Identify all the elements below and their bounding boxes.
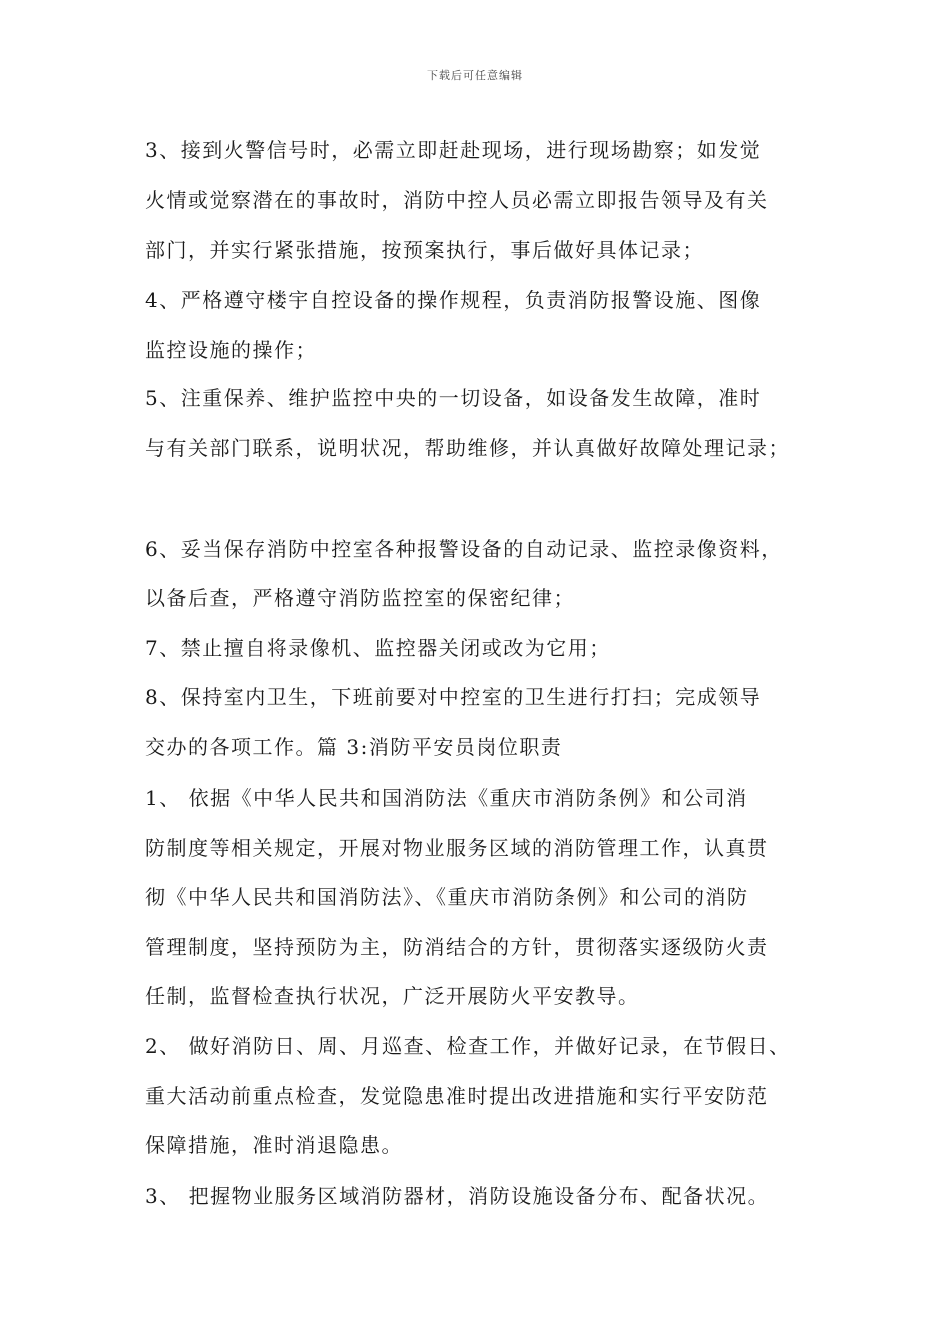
paragraph-line: 监控设施的操作； [145, 338, 317, 362]
paragraph-line: 2、 做好消防日、周、月巡查、检查工作，并做好记录，在节假日、 [145, 1034, 791, 1058]
paragraph-line: 部门，并实行紧张措施，按预案执行，事后做好具体记录； [145, 238, 704, 262]
paragraph-line: 以备后查，严格遵守消防监控室的保密纪律； [145, 586, 575, 610]
paragraph-line: 火情或觉察潜在的事故时，消防中控人员必需立即报告领导及有关 [145, 188, 769, 212]
paragraph-line: 3、接到火警信号时，必需立即赶赴现场，进行现场勘察；如发觉 [145, 138, 762, 162]
paragraph-line: 1、 依据《中华人民共和国消防法《重庆市消防条例》和公司消 [145, 786, 748, 810]
paragraph-line: 任制，监督检查执行状况，广泛开展防火平安教导。 [145, 984, 640, 1008]
paragraph-line: 4、严格遵守楼宇自控设备的操作规程，负责消防报警设施、图像 [145, 288, 762, 312]
paragraph-line: 交办的各项工作。篇 3:消防平安员岗位职责 [145, 735, 563, 759]
paragraph-line: 保障措施，准时消退隐患。 [145, 1133, 403, 1157]
paragraph-line: 5、注重保养、维护监控中央的一切设备，如设备发生故障，准时 [145, 386, 762, 410]
paragraph-line: 7、禁止擅自将录像机、监控器关闭或改为它用； [145, 636, 611, 660]
paragraph-line: 8、保持室内卫生，下班前要对中控室的卫生进行打扫；完成领导 [145, 685, 762, 709]
paragraph-line: 彻《中华人民共和国消防法》、《重庆市消防条例》和公司的消防 [145, 885, 749, 909]
paragraph-line: 重大活动前重点检查，发觉隐患准时提出改进措施和实行平安防范 [145, 1084, 769, 1108]
paragraph-line: 与有关部门联系，说明状况，帮助维修，并认真做好故障处理记录； [145, 436, 790, 460]
paragraph-line: 管理制度，坚持预防为主，防消结合的方针，贯彻落实逐级防火责 [145, 935, 769, 959]
paragraph-line: 6、妥当保存消防中控室各种报警设备的自动记录、监控录像资料， [145, 537, 783, 561]
paragraph-line: 3、 把握物业服务区域消防器材，消防设施设备分布、配备状况。 [145, 1184, 770, 1208]
page-header: 下载后可任意编辑 [427, 69, 523, 82]
paragraph-line: 防制度等相关规定，开展对物业服务区域的消防管理工作，认真贯 [145, 836, 769, 860]
